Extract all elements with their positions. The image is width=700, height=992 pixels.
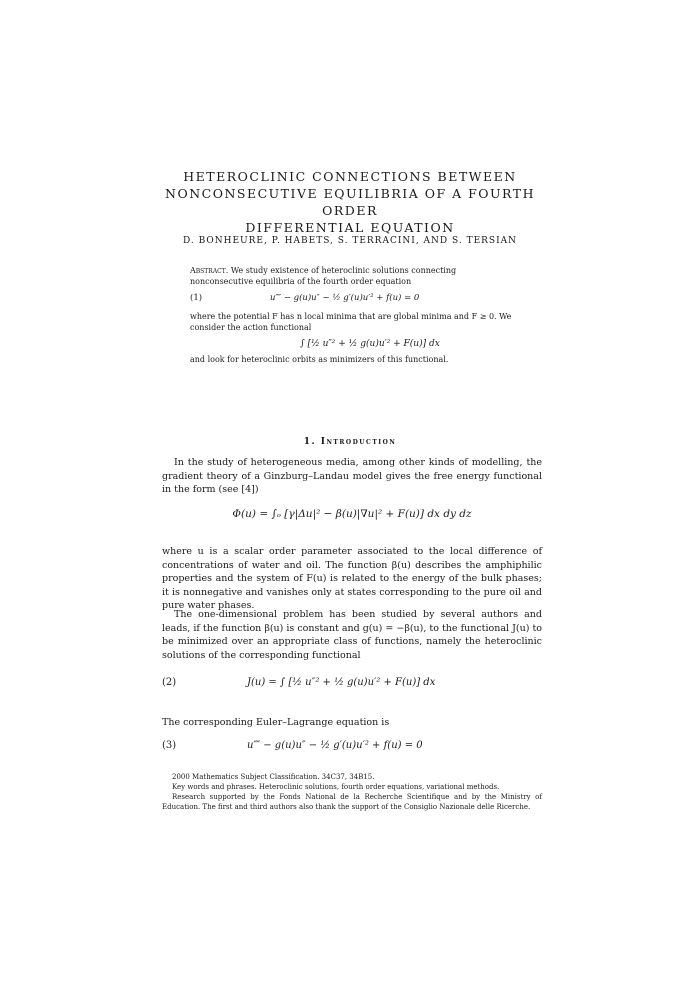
abstract-lead: Abstract. [190, 266, 229, 275]
abstract-text [190, 265, 520, 287]
display-equation: Φ(u) = ∫ₒ [γ|Δu|² − β(u)|∇u|² + F(u)] dx dy dz [232, 508, 472, 520]
title-line: HETEROCLINIC CONNECTIONS BETWEEN [183, 169, 517, 184]
paragraph: where u is a scalar order parameter associated to the local difference of concentrations of water and oil. The function β(u) describes the amphiphilic properties and the system of F(u) is related to the energy of the bulk phases; it is nonnegative and vanishes only at states corresponding to the pure oil and pure water phases. [162, 546, 542, 611]
abstract-text-3: and look for heteroclinic orbits as minimizers of this functional. [190, 355, 449, 364]
equation-number: (2) [162, 677, 177, 688]
section-number: 1. [303, 437, 317, 447]
abstract-text-2: where the potential F has n local minima that are global minima and F ≥ 0. We consider the action functional [190, 312, 512, 332]
author-list: D. BONHEURE, P. HABETS, S. TERRACINI, AND S. TERSIAN [182, 236, 518, 246]
abstract-text-1: We study existence of heteroclinic solutions connecting nonconsecutive equilibria of the fourth order equation [190, 266, 457, 286]
abstract [190, 265, 520, 365]
equation-expression: u⁗ − g(u)u″ − ½ g′(u)u′² + f(u) = 0 [247, 740, 423, 751]
paragraph: In the study of heterogeneous media, among other kinds of modelling, the gradient theory of a Ginzburg–Landau model gives the free energy functional in the form (see [4]) [162, 457, 542, 495]
section-heading [150, 437, 550, 447]
equation-number: (3) [162, 740, 177, 751]
paragraph: The one-dimensional problem has been studied by several authors and leads, if the function β(u) is constant and g(u) = −β(u), to the functional J(u) to be minimized over an appropriate class of functions, namely the heteroclinic solutions of the corresponding functional [162, 609, 542, 661]
equation-expression: u⁗ − g(u)u″ − ½ g′(u)u′² + f(u) = 0 [270, 293, 420, 303]
footnote-keywords: Key words and phrases. Heteroclinic solutions, fourth order equations, variational methods. [172, 783, 500, 791]
paper-title [150, 168, 550, 236]
equation-number: (1) [190, 293, 203, 303]
footnotes [162, 772, 542, 812]
footnote-support: Research supported by the Fonds National de la Recherche Scientifique and by the Ministry of Education. The first and third authors also thank the support of the Consiglio Nazionale delle Ricerche. [162, 793, 542, 811]
abstract-equation-1 [190, 293, 520, 307]
paragraph: The corresponding Euler–Lagrange equation is [162, 717, 390, 728]
title-line: DIFFERENTIAL EQUATION [245, 220, 455, 235]
title-line: NONCONSECUTIVE EQUILIBRIA OF A FOURTH ORDER [165, 186, 535, 218]
footnote-msc: 2000 Mathematics Subject Classification. 34C37, 34B15. [172, 773, 375, 781]
section-title: Introduction [320, 437, 397, 447]
equation-expression: J(u) = ∫ [½ u″² + ½ g(u)u′² + F(u)] dx [247, 677, 436, 688]
abstract-equation-2: ∫ [½ u″² + ½ g(u)u′² + F(u)] dx [300, 339, 440, 349]
